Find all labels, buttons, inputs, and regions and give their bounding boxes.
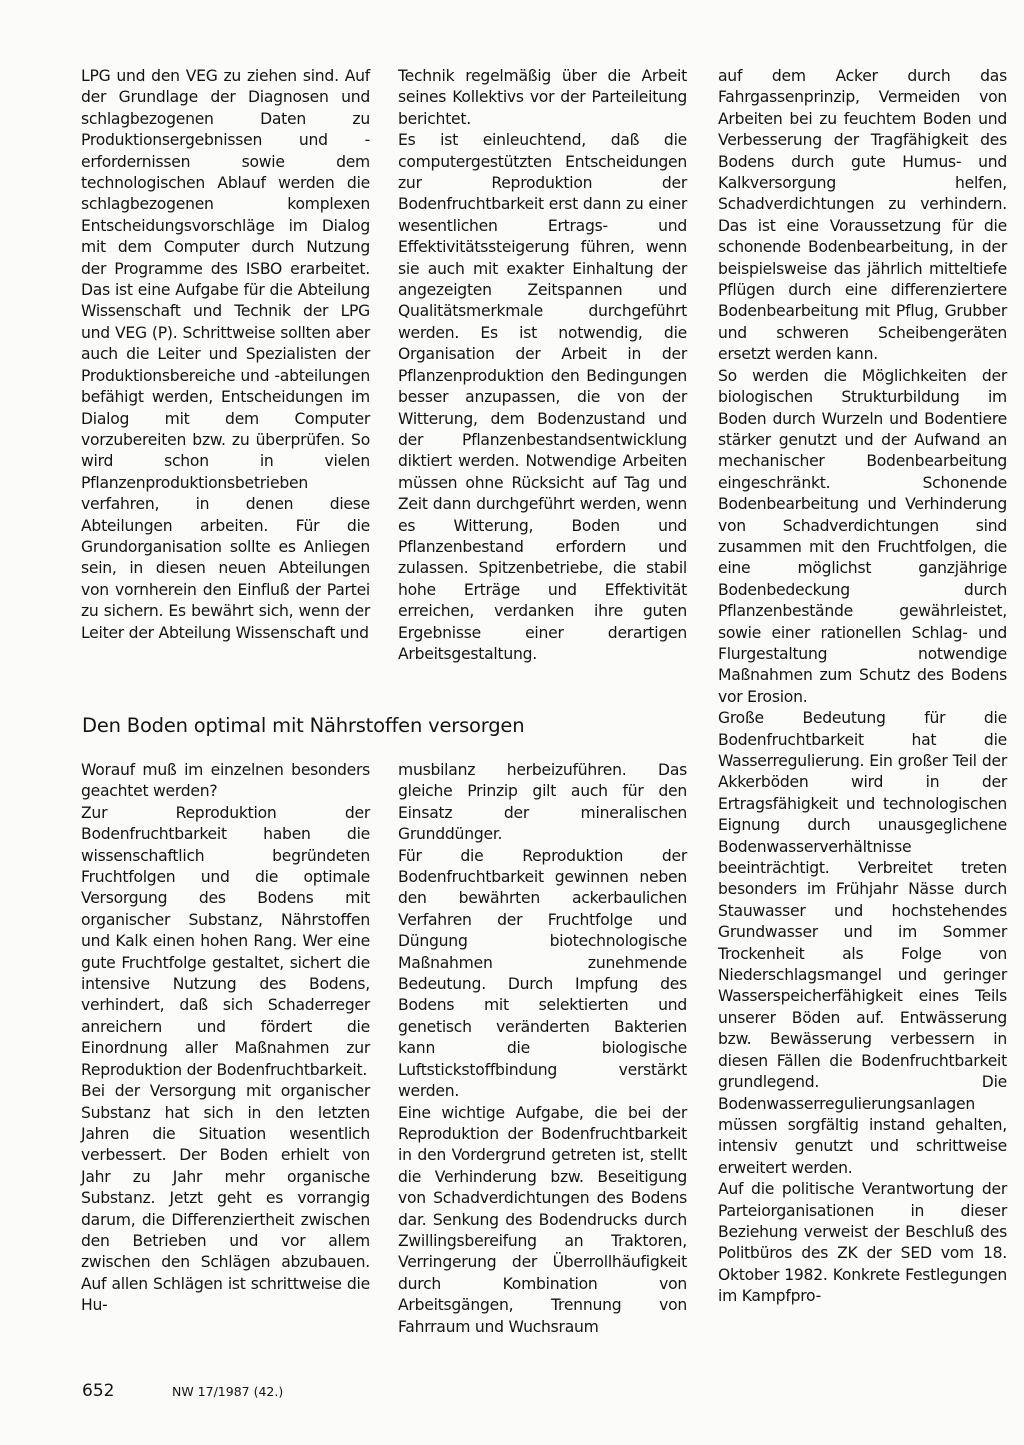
section-heading: Den Boden optimal mit Nährstoffen versorgen	[82, 714, 525, 737]
col3-paragraph-2: So werden die Möglichkeiten der biologischen Strukturbildung im Boden durch Wurzeln und Bodentiere stärker genutzt und der Aufwand an mechanischer Bodenbearbeitung eingeschränkt. Schonende Bodenbearbeitung und Verhinderung von Schadverdichtungen sind zusammen mit den Fruchtfolgen, die eine möglichst ganzjährige Bodenbedeckung durch Pflanzenbestände gewährleistet, sowie einer rationellen Schlag- und Flurgestaltung notwendige Maßnahmen zum Schutz des Bodens vor Erosion.	[718, 366, 1007, 706]
bottom-column-2	[398, 760, 687, 1338]
top-column-1	[81, 66, 370, 644]
col3-paragraph-4: Auf die politische Verantwortung der Parteiorganisationen in dieser Beziehung verweist der Beschluß des Politbüros des ZK der SED vom 18. Oktober 1982. Konkrete Festlegungen im Kampfpro-	[718, 1180, 1007, 1306]
top-col2-paragraph-1: Technik regelmäßig über die Arbeit seines Kollektivs vor der Parteileitung berichtet.	[398, 67, 687, 128]
col3-paragraph-1: auf dem Acker durch das Fahrgassenprinzip, Vermeiden von Arbeiten bei zu feuchtem Boden und Verbesserung der Tragfähigkeit des Bodens durch gute Humus- und Kalkversorgung helfen, Schadverdichtungen zu verhindern. Das ist eine Voraussetzung für die schonende Bodenbearbeitung, in der beispielsweise das jährlich mitteltiefe Pflügen durch eine differenziertere Bodenbearbeitung mit Pflug, Grubber und schweren Scheibengeräten ersetzt werden kann.	[718, 67, 1007, 364]
bottom-col2-paragraph-3: Eine wichtige Aufgabe, die bei der Reproduktion der Bodenfruchtbarkeit in den Vordergrund getreten ist, stellt die Verhinderung bzw. Beseitigung von Schadverdichtungen des Bodens dar. Senkung des Bodendrucks durch Zwillingsbereifung an Traktoren, Verringerung der Überrollhäufigkeit durch Kombination von Arbeitsgängen, Trennung von Fahrraum und Wuchsraum	[398, 1103, 687, 1336]
top-column-2	[398, 66, 687, 665]
page-number: 652	[82, 1381, 115, 1401]
col3-paragraph-3: Große Bedeutung für die Bodenfruchtbarkeit hat die Wasserregulierung. Ein großer Teil der Akkerböden wird in der Ertragsfähigkeit und technologischen Eignung durch unausgeglichene Bodenwasserverhältnisse beeinträchtigt. Verbreitet treten besonders im Frühjahr Nässe durch Stauwasser und hochstehendes Grundwasser und im Sommer Trockenheit als Folge von Niederschlagsmangel und geringer Wasserspeicherfähigkeit eines Teils unserer Böden auf. Entwässerung bzw. Bewässerung verbessern in diesen Fällen die Bodenfruchtbarkeit grundlegend. Die Bodenwasserregulierungsanlagen müssen sorgfältig instand gehalten, intensiv genutzt und schrittweise erweitert werden.	[718, 709, 1007, 1177]
issue-reference: NW 17/1987 (42.)	[172, 1384, 284, 1399]
top-col2-paragraph-2: Es ist einleuchtend, daß die computergestützten Entscheidungen zur Reproduktion der Bodenfruchtbarkeit erst dann zu einer wesentlichen Ertrags- und Effektivitätssteigerung führen, wenn sie auch mit exakter Einhaltung der angezeigten Zeitspannen und Qualitätsmerkmale durchgeführt werden. Es ist notwendig, die Organisation der Arbeit in der Pflanzenproduktion den Bedingungen besser anzupassen, die von der Witterung, dem Bodenzustand und der Pflanzenbestandsentwicklung diktiert werden. Notwendige Arbeiten müssen ohne Rücksicht auf Tag und Zeit dann durchgeführt werden, wenn es Witterung, Boden und Pflanzenbestand erfordern und zulassen. Spitzenbetriebe, die stabil hohe Erträge und Effektivität erreichen, verdanken ihre guten Ergebnisse einer derartigen Arbeitsgestaltung.	[398, 131, 687, 663]
top-col1-paragraph-1: LPG und den VEG zu ziehen sind. Auf der Grundlage der Diagnosen und schlagbezogenen Daten zu Produktionsergebnissen und -erfordernissen sowie dem technologischen Ablauf werden die schlagbezogenen komplexen Entscheidungsvorschläge im Dialog mit dem Computer durch Nutzung der Programme des ISBO erarbeitet. Das ist eine Aufgabe für die Abteilung Wissenschaft und Technik der LPG und VEG (P). Schrittweise sollten aber auch die Leiter und Spezialisten der Produktionsbereiche und -abteilungen befähigt werden, Entscheidungen im Dialog mit dem Computer vorzubereiten bzw. zu überprüfen. So wird schon in vielen Pflanzenproduktionsbetrieben verfahren, in denen diese Abteilungen arbeiten. Für die Grundorganisation sollte es Anliegen sein, in diesen neuen Abteilungen von vornherein den Einfluß der Partei zu sichern. Es bewährt sich, wenn der Leiter der Abteilung Wissenschaft und	[81, 67, 370, 642]
right-column	[718, 66, 1007, 1308]
bottom-col1-paragraph-2: Zur Reproduktion der Bodenfruchtbarkeit haben die wissenschaftlich begründeten Fruchtfolgen und die optimale Versorgung des Bodens mit organischer Substanz, Nährstoffen und Kalk einen hohen Rang. Wer eine gute Fruchtfolge gestaltet, sichert die intensive Nutzung des Bodens, verhindert, daß sich Schaderreger anreichern und fördert die Einordnung aller Maßnahmen zur Reproduktion der Bodenfruchtbarkeit.	[81, 803, 370, 1079]
bottom-column-1	[81, 760, 370, 1317]
bottom-col2-paragraph-1: musbilanz herbeizuführen. Das gleiche Prinzip gilt auch für den Einsatz der mineralischen Grunddünger.	[398, 761, 687, 844]
bottom-col2-paragraph-2: Für die Reproduktion der Bodenfruchtbarkeit gewinnen neben den bewährten ackerbaulichen Verfahren der Fruchtfolge und Düngung biotechnologische Maßnahmen zunehmende Bedeutung. Durch Impfung des Bodens mit selektierten und genetisch veränderten Bakterien kann die biologische Luftstickstoffbindung verstärkt werden.	[398, 846, 687, 1101]
bottom-col1-paragraph-1: Worauf muß im einzelnen besonders geachtet werden?	[81, 761, 370, 801]
bottom-col1-paragraph-3: Bei der Versorgung mit organischer Substanz hat sich in den letzten Jahren die Situation wesentlich verbessert. Der Boden erhielt von Jahr zu Jahr mehr organische Substanz. Jetzt geht es vorrangig darum, die Differenziertheit zwischen den Betrieben und vor allem zwischen den Schlägen abzubauen. Auf allen Schlägen ist schrittweise die Hu-	[81, 1082, 370, 1315]
